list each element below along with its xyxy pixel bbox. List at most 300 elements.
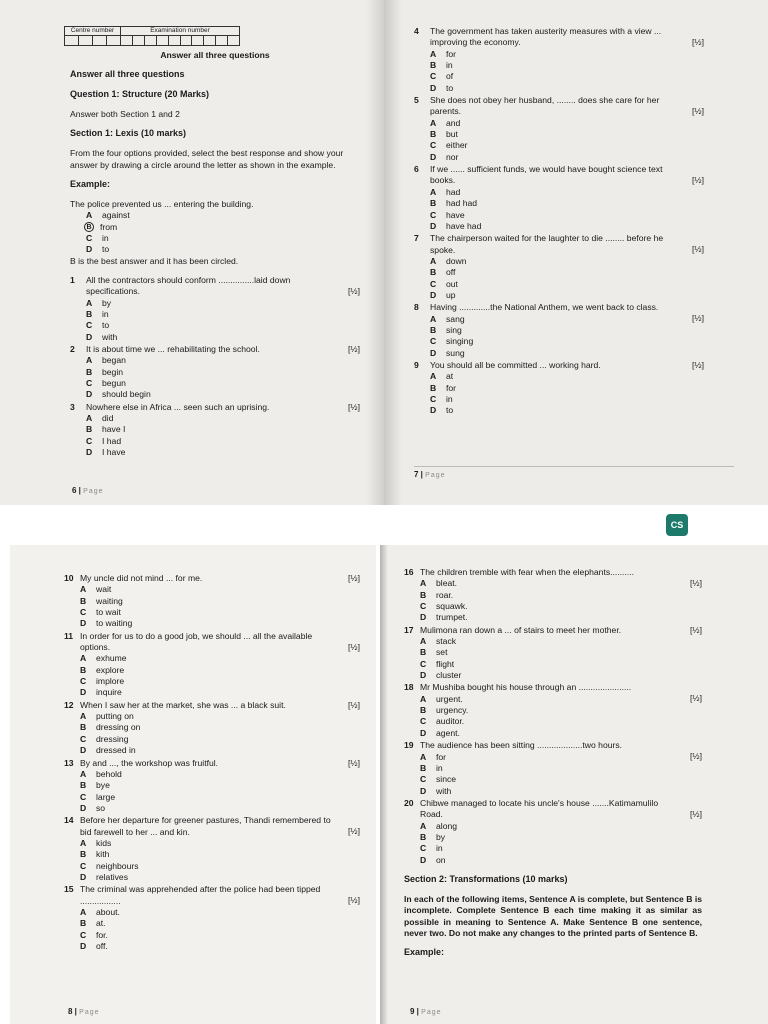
option-letter: A xyxy=(420,751,427,762)
page-number: 9 | xyxy=(410,1007,419,1016)
option-a[interactable] xyxy=(420,694,702,705)
page-6 xyxy=(0,0,384,505)
option-letter: C xyxy=(80,676,87,687)
question-number: 18 xyxy=(404,682,414,693)
question-text: In order for us to do a good job, we should ... all the available options. xyxy=(80,630,313,653)
option-letter: B xyxy=(86,424,93,435)
option-d[interactable] xyxy=(86,389,360,400)
option-c[interactable] xyxy=(80,861,360,872)
option-letter: B xyxy=(430,60,437,71)
question-number: 13 xyxy=(64,757,74,768)
option-d[interactable] xyxy=(430,221,704,232)
option-letter: D xyxy=(430,289,437,300)
option-text: and xyxy=(446,117,461,128)
question-text: Nowhere else in Africa ... seen such an uprising. xyxy=(86,401,270,412)
question-text: The government has taken austerity measures with a view ... improving the economy. xyxy=(430,26,662,48)
option-text: wait xyxy=(96,584,112,595)
section-2-instructions: In each of the following items, Sentence A is complete, but Sentence B is incomplete. Complete Sentence B each time making it as similar as possible in meaning to Sentence A. Make Sentence B one sentence, never two. Do not make any changes to the printed parts of Sentence B. xyxy=(404,893,702,938)
option-text: by xyxy=(436,831,446,842)
option-a[interactable] xyxy=(86,298,360,309)
option-a[interactable] xyxy=(430,187,704,198)
option-letter: A xyxy=(80,653,87,664)
example-options xyxy=(70,210,360,255)
option-d[interactable] xyxy=(430,83,704,94)
question-number: 8 xyxy=(414,302,419,313)
option-letter: A xyxy=(430,117,437,128)
option-d[interactable] xyxy=(80,872,360,883)
option-d[interactable] xyxy=(80,618,360,629)
option-text: stack xyxy=(436,636,457,647)
option-b[interactable] xyxy=(80,918,360,929)
option-text: along xyxy=(436,820,458,831)
mark-allocation: [½] xyxy=(692,244,704,255)
option-c[interactable] xyxy=(86,378,360,389)
camscanner-badge: CS xyxy=(666,514,688,536)
option-text: singing xyxy=(446,336,474,347)
option-letter: A xyxy=(420,636,427,647)
option-text: inquire xyxy=(96,687,122,698)
option-a[interactable] xyxy=(430,118,704,129)
option-text: for. xyxy=(96,929,108,940)
option-text: about. xyxy=(96,906,120,917)
option-letter: A xyxy=(80,584,87,595)
mark-allocation: [½] xyxy=(692,359,704,370)
option-b[interactable] xyxy=(430,60,704,71)
option-b[interactable] xyxy=(86,367,360,378)
option-letter: A xyxy=(420,693,427,704)
option-letter: B xyxy=(80,780,87,791)
candidate-number-box xyxy=(64,26,240,46)
option-letter: B xyxy=(420,647,427,658)
option-text: I have xyxy=(102,447,126,458)
question-text: The criminal was apprehended after the police had been tipped ................. xyxy=(80,884,321,906)
option-c[interactable] xyxy=(430,336,704,347)
option-d[interactable] xyxy=(80,803,360,814)
option-letter: A xyxy=(430,313,437,324)
option-text: large xyxy=(96,791,116,802)
examination-number-label: Examination number xyxy=(121,27,239,36)
question-2 xyxy=(70,344,360,401)
option-b[interactable] xyxy=(80,849,360,860)
option-text: against xyxy=(102,210,130,221)
option-d[interactable] xyxy=(80,941,360,952)
option-text: at xyxy=(446,371,454,382)
option-letter: A xyxy=(80,711,87,722)
question-6 xyxy=(414,164,704,232)
page-footer xyxy=(68,1007,100,1018)
option-letter: D xyxy=(86,244,93,255)
option-text: dressed in xyxy=(96,745,136,756)
option-b[interactable] xyxy=(80,722,360,733)
example-label: Example: xyxy=(404,947,445,958)
option-text: at. xyxy=(96,918,106,929)
question-5 xyxy=(414,95,704,163)
option-text: have xyxy=(446,209,465,220)
option-d[interactable] xyxy=(420,612,702,623)
section-2-title: Section 2: Transformations (10 marks) xyxy=(404,873,568,884)
mark-allocation: [½] xyxy=(348,895,360,906)
option-letter: D xyxy=(430,82,437,93)
answer-both-text: Answer both Section 1 and 2 xyxy=(70,109,180,120)
option-letter: C xyxy=(420,774,427,785)
question-8 xyxy=(414,302,704,359)
option-text: in xyxy=(102,232,109,243)
option-a[interactable] xyxy=(80,907,360,918)
option-letter: B xyxy=(430,324,437,335)
option-text: had xyxy=(446,186,461,197)
option-letter: C xyxy=(80,791,87,802)
option-text: exhume xyxy=(96,653,127,664)
question-3 xyxy=(70,402,360,459)
option-c[interactable] xyxy=(80,607,360,618)
question-text: Having .............the National Anthem, we went back to class. xyxy=(430,302,659,313)
option-letter: B xyxy=(80,722,87,733)
option-letter: C xyxy=(430,278,437,289)
option-letter: D xyxy=(80,618,87,629)
option-a[interactable] xyxy=(86,355,360,366)
question-list xyxy=(404,567,702,866)
example-question: The police prevented us ... entering the building. xyxy=(70,198,254,209)
mark-allocation: [½] xyxy=(690,693,702,704)
option-letter: B xyxy=(420,762,427,773)
option-d[interactable] xyxy=(430,405,704,416)
option-text: in xyxy=(436,843,443,854)
option-text: up xyxy=(446,289,456,300)
option-letter: B xyxy=(430,382,437,393)
mark-allocation: [½] xyxy=(348,285,360,296)
question-text: All the contractors should conform ...............laid down specifications. xyxy=(86,274,291,297)
option-d[interactable] xyxy=(430,290,704,301)
option-text: flight xyxy=(436,658,455,669)
option-c[interactable] xyxy=(430,394,704,405)
option-b[interactable] xyxy=(80,780,360,791)
question-list xyxy=(414,26,704,418)
page-number: 8 | xyxy=(68,1007,77,1016)
option-a[interactable] xyxy=(80,653,360,664)
option-letter: C xyxy=(430,71,437,82)
option-text: for xyxy=(446,382,457,393)
question-16 xyxy=(404,567,702,624)
page-8 xyxy=(10,545,376,1024)
option-letter: C xyxy=(86,232,93,243)
question-text: If we ...... sufficient funds, we would have bought science text books. xyxy=(430,164,663,186)
option-letter: D xyxy=(80,871,87,882)
page-word: Page xyxy=(79,1009,100,1016)
option-letter: D xyxy=(430,347,437,358)
mark-allocation: [½] xyxy=(348,757,360,768)
mark-allocation: [½] xyxy=(692,175,704,186)
option-c[interactable] xyxy=(420,774,702,785)
option-text: out xyxy=(446,278,458,289)
option-a[interactable] xyxy=(420,578,702,589)
option-d[interactable] xyxy=(80,745,360,756)
question-number: 15 xyxy=(64,884,74,895)
question-text: Chibwe managed to locate his uncle's house .......Katimamulilo Road. xyxy=(420,797,659,820)
option-text: off xyxy=(446,267,456,278)
option-c[interactable] xyxy=(80,792,360,803)
question-number: 10 xyxy=(64,573,74,583)
option-c[interactable] xyxy=(420,716,702,727)
question-number: 5 xyxy=(414,95,419,106)
option-a[interactable] xyxy=(80,711,360,722)
question-number: 7 xyxy=(414,233,419,244)
option-letter: A xyxy=(86,355,93,366)
question-text: My uncle did not mind ... for me. xyxy=(80,573,203,583)
option-letter: B xyxy=(86,308,93,319)
question-list xyxy=(64,573,360,953)
question-text: She does not obey her husband, ........ does she care for her parents. xyxy=(430,95,660,117)
option-text: since xyxy=(436,774,457,785)
question-list xyxy=(70,275,360,459)
option-text: off. xyxy=(96,941,108,951)
option-b[interactable] xyxy=(420,832,702,843)
option-text: begun xyxy=(102,378,126,389)
mark-allocation: [½] xyxy=(348,699,360,710)
option-d[interactable] xyxy=(420,855,702,866)
option-a[interactable] xyxy=(420,821,702,832)
option-text: sing xyxy=(446,324,462,335)
option-b[interactable] xyxy=(86,424,360,435)
option-letter: D xyxy=(86,389,93,400)
mark-allocation: [½] xyxy=(692,313,704,324)
option-text: have had xyxy=(446,220,482,231)
answer-all-center-heading: Answer all three questions xyxy=(160,50,270,60)
option-text: to wait xyxy=(96,607,121,618)
option-text: in xyxy=(446,60,453,71)
option-text: dressing xyxy=(96,733,129,744)
option-text: in xyxy=(446,394,453,404)
option-a[interactable] xyxy=(420,636,702,647)
option-text: to waiting xyxy=(96,618,133,629)
option-b[interactable] xyxy=(420,705,702,716)
option-text: did xyxy=(102,413,114,424)
section-1-title: Section 1: Lexis (10 marks) xyxy=(70,128,187,139)
option-d[interactable] xyxy=(430,348,704,359)
option-text: but xyxy=(446,129,458,140)
option-d[interactable] xyxy=(430,152,704,163)
option-text: down xyxy=(446,255,467,266)
option-d[interactable] xyxy=(420,728,702,739)
option-text: should begin xyxy=(102,389,151,400)
option-text: neighbours xyxy=(96,860,139,871)
option-letter: B xyxy=(420,831,427,842)
option-a[interactable] xyxy=(80,584,360,595)
option-text: agent. xyxy=(436,727,460,738)
mark-allocation: [½] xyxy=(690,578,702,588)
option-a[interactable] xyxy=(430,314,704,325)
option-d[interactable] xyxy=(80,687,360,698)
question-20 xyxy=(404,798,702,866)
mark-allocation: [½] xyxy=(690,751,702,762)
mark-allocation: [½] xyxy=(690,624,702,635)
option-text: bleat. xyxy=(436,578,458,589)
option-letter: B xyxy=(86,366,93,377)
option-letter: B xyxy=(430,267,437,278)
option-text: to xyxy=(102,320,110,331)
option-letter: A xyxy=(80,837,87,848)
option-letter: D xyxy=(420,727,427,738)
question-text: Before her departure for greener pastures, Thandi remembered to bid farewell to her ... and kin. xyxy=(80,815,331,837)
question-number: 19 xyxy=(404,740,414,751)
option-text: urgent. xyxy=(436,693,463,704)
question-19 xyxy=(404,740,702,797)
option-c[interactable] xyxy=(420,843,702,854)
page-number: 7 | xyxy=(414,470,423,479)
option-b[interactable] xyxy=(430,129,704,140)
example-option-b xyxy=(86,222,360,233)
option-text: squawk. xyxy=(436,601,468,612)
mark-allocation: [½] xyxy=(692,37,704,47)
question-number: 12 xyxy=(64,699,74,710)
option-letter: B xyxy=(420,705,427,716)
option-c[interactable] xyxy=(80,930,360,941)
page-footer xyxy=(72,486,104,497)
option-b[interactable] xyxy=(420,763,702,774)
option-b[interactable] xyxy=(430,383,704,394)
option-a[interactable] xyxy=(420,752,702,763)
option-d[interactable] xyxy=(420,670,702,681)
question-text: You should all be committed ... working hard. xyxy=(430,359,601,370)
option-letter: B xyxy=(84,222,94,232)
option-text: began xyxy=(102,355,126,366)
option-a[interactable] xyxy=(430,49,704,60)
question-text: By and ..., the workshop was fruitful. xyxy=(80,757,219,768)
option-letter: C xyxy=(80,929,87,940)
option-letter: C xyxy=(86,320,93,331)
option-text: from xyxy=(100,221,118,232)
option-letter: D xyxy=(80,745,87,756)
option-b[interactable] xyxy=(430,325,704,336)
option-text: kids xyxy=(96,837,112,848)
option-b[interactable] xyxy=(420,647,702,658)
question-number: 14 xyxy=(64,815,74,826)
option-a[interactable] xyxy=(430,371,704,382)
option-c[interactable] xyxy=(420,659,702,670)
option-a[interactable] xyxy=(80,769,360,780)
option-letter: A xyxy=(420,578,427,589)
question-number: 2 xyxy=(70,344,75,354)
option-b[interactable] xyxy=(430,267,704,278)
question-17 xyxy=(404,625,702,682)
question-15 xyxy=(64,884,360,952)
option-c[interactable] xyxy=(80,676,360,687)
question-9 xyxy=(414,360,704,417)
option-text: with xyxy=(436,785,452,796)
option-letter: D xyxy=(420,785,427,796)
option-letter: D xyxy=(430,405,437,416)
option-letter: B xyxy=(420,589,427,600)
option-text: by xyxy=(102,297,112,308)
option-text: in xyxy=(436,762,443,773)
option-letter: C xyxy=(430,336,437,347)
option-d[interactable] xyxy=(86,332,360,343)
option-letter: D xyxy=(80,941,87,951)
option-letter: A xyxy=(420,820,427,831)
option-text: dressing on xyxy=(96,722,141,733)
option-b[interactable] xyxy=(80,596,360,607)
option-letter: C xyxy=(80,860,87,871)
option-text: I had xyxy=(102,435,122,446)
option-text: sang xyxy=(446,313,465,324)
page-word: Page xyxy=(421,1009,442,1016)
option-letter: A xyxy=(430,255,437,266)
option-letter: C xyxy=(420,658,427,669)
option-c[interactable] xyxy=(430,279,704,290)
option-text: roar. xyxy=(436,589,454,600)
option-text: urgency. xyxy=(436,705,469,716)
option-a[interactable] xyxy=(430,256,704,267)
option-c[interactable] xyxy=(430,210,704,221)
page-shadow xyxy=(366,0,384,505)
option-text: kith xyxy=(96,849,110,860)
question-text: Mulimona ran down a ... of stairs to meet her mother. xyxy=(420,624,622,635)
example-option-c xyxy=(86,233,360,244)
option-letter: A xyxy=(86,413,93,424)
question-number: 17 xyxy=(404,624,414,635)
option-text: waiting xyxy=(96,595,123,606)
option-d[interactable] xyxy=(420,786,702,797)
option-text: so xyxy=(96,802,106,813)
option-c[interactable] xyxy=(80,734,360,745)
page-footer xyxy=(410,1007,442,1018)
option-text: nor xyxy=(446,151,459,162)
question-1 xyxy=(70,275,360,343)
option-letter: D xyxy=(430,220,437,231)
option-text: putting on xyxy=(96,711,134,722)
question-number: 9 xyxy=(414,359,419,370)
option-letter: A xyxy=(430,48,437,59)
mark-allocation: [½] xyxy=(348,641,360,652)
option-text: for xyxy=(436,751,447,762)
option-b[interactable] xyxy=(86,309,360,320)
mark-allocation: [½] xyxy=(692,106,704,117)
option-c[interactable] xyxy=(86,436,360,447)
question-number: 6 xyxy=(414,164,419,175)
option-letter: B xyxy=(430,129,437,140)
option-text: had had xyxy=(446,198,478,209)
question-11 xyxy=(64,631,360,699)
option-d[interactable] xyxy=(86,447,360,458)
answer-all-heading: Answer all three questions xyxy=(70,69,185,80)
option-text: behold xyxy=(96,768,122,779)
option-letter: D xyxy=(430,151,437,162)
option-c[interactable] xyxy=(430,140,704,151)
option-b[interactable] xyxy=(430,198,704,209)
mark-allocation: [½] xyxy=(690,808,702,819)
option-letter: C xyxy=(420,716,427,727)
option-text: on xyxy=(436,854,446,865)
footer-divider xyxy=(414,466,734,467)
option-b[interactable] xyxy=(80,665,360,676)
question-number: 3 xyxy=(70,401,75,412)
question-12 xyxy=(64,700,360,757)
option-a[interactable] xyxy=(80,838,360,849)
option-text: have I xyxy=(102,424,126,435)
example-option-a xyxy=(86,210,360,221)
option-c[interactable] xyxy=(430,71,704,82)
option-b[interactable] xyxy=(420,590,702,601)
option-a[interactable] xyxy=(86,413,360,424)
option-c[interactable] xyxy=(86,320,360,331)
option-letter: D xyxy=(80,802,87,813)
option-text: cluster xyxy=(436,670,462,681)
option-letter: B xyxy=(80,664,87,675)
option-c[interactable] xyxy=(420,601,702,612)
page-9-content xyxy=(404,567,702,967)
option-text: either xyxy=(446,140,468,151)
option-letter: C xyxy=(430,394,437,404)
option-text: relatives xyxy=(96,871,128,882)
